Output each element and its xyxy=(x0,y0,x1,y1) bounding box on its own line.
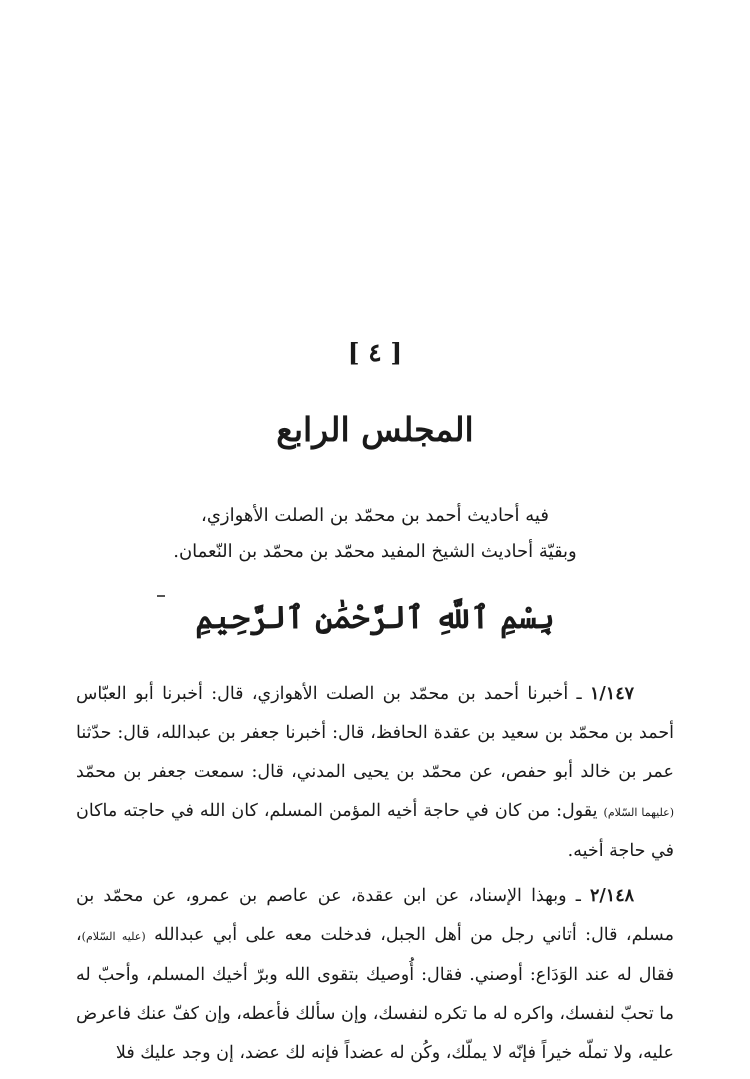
hadith-number: ١/١٤٧ xyxy=(590,684,634,704)
honorific: (عليهما السّلام) xyxy=(603,806,674,819)
hadith-paragraph-2 xyxy=(76,877,674,1073)
chapter-title: المجلس الرابع xyxy=(276,410,474,449)
basmala: بِسْمِ ٱللَّهِ ٱلرَّحْمَٰنِ ٱلرَّحِيمِ xyxy=(195,600,555,636)
hadith-number: ٢/١٤٨ xyxy=(590,886,634,906)
print-speck xyxy=(157,595,165,597)
hadith-paragraph-1 xyxy=(76,675,674,871)
hadith-text: ـ أخبرنا أحمد بن محمّد بن الصلت الأهوازي، قال: أخبرنا أبو العبّاس أحمد بن محمّد بن سعيد بن عقدة الحافظ، قال: أخبرنا جعفر بن عبدالله، قال: حدّثنا عمر بن خالد أبو حفص، عن محمّد بن يحيى المدني، قال: سمعت جعفر بن محمّد xyxy=(76,684,674,782)
hadith-text: ، فقال له عند الوَدَاع: أوصني. فقال: أُوصيك بتقوى الله وبرّ أخيك المسلم، وأحبّ له ما تحبّ لنفسك، واكره له ما تكره لنفسك، وإن سألك فأعطه، وإن كفّ عنك فاعرض عليه، ولا تملّه خيراً فإنّه لا يملّك، وكُن له عضداً فإنه لك عضد، إن وجد عليك فلا xyxy=(76,925,674,1063)
honorific: (عليه السّلام) xyxy=(81,930,146,943)
hadith-text: ـ وبهذا الإسناد، عن ابن عقدة، عن عاصم بن عمرو، عن محمّد بن مسلم، قال: أتاني رجل من أهل الجبل، فدخلت معه على أبي عبدالله xyxy=(76,886,674,945)
intro-line-2: وبقيّة أحاديث الشيخ المفيد محمّد بن محمّد بن النّعمان. xyxy=(173,541,577,562)
hadith-text: يقول: من كان في حاجة أخيه المؤمن المسلم، كان الله في حاجته ماكان في حاجة أخيه. xyxy=(76,801,674,861)
intro-line-1: فيه أحاديث أحمد بن محمّد بن الصلت الأهوازي، xyxy=(201,505,549,526)
body-text xyxy=(76,675,674,1079)
chapter-intro xyxy=(0,498,750,570)
chapter-number: [ ٤ ] xyxy=(347,338,403,367)
